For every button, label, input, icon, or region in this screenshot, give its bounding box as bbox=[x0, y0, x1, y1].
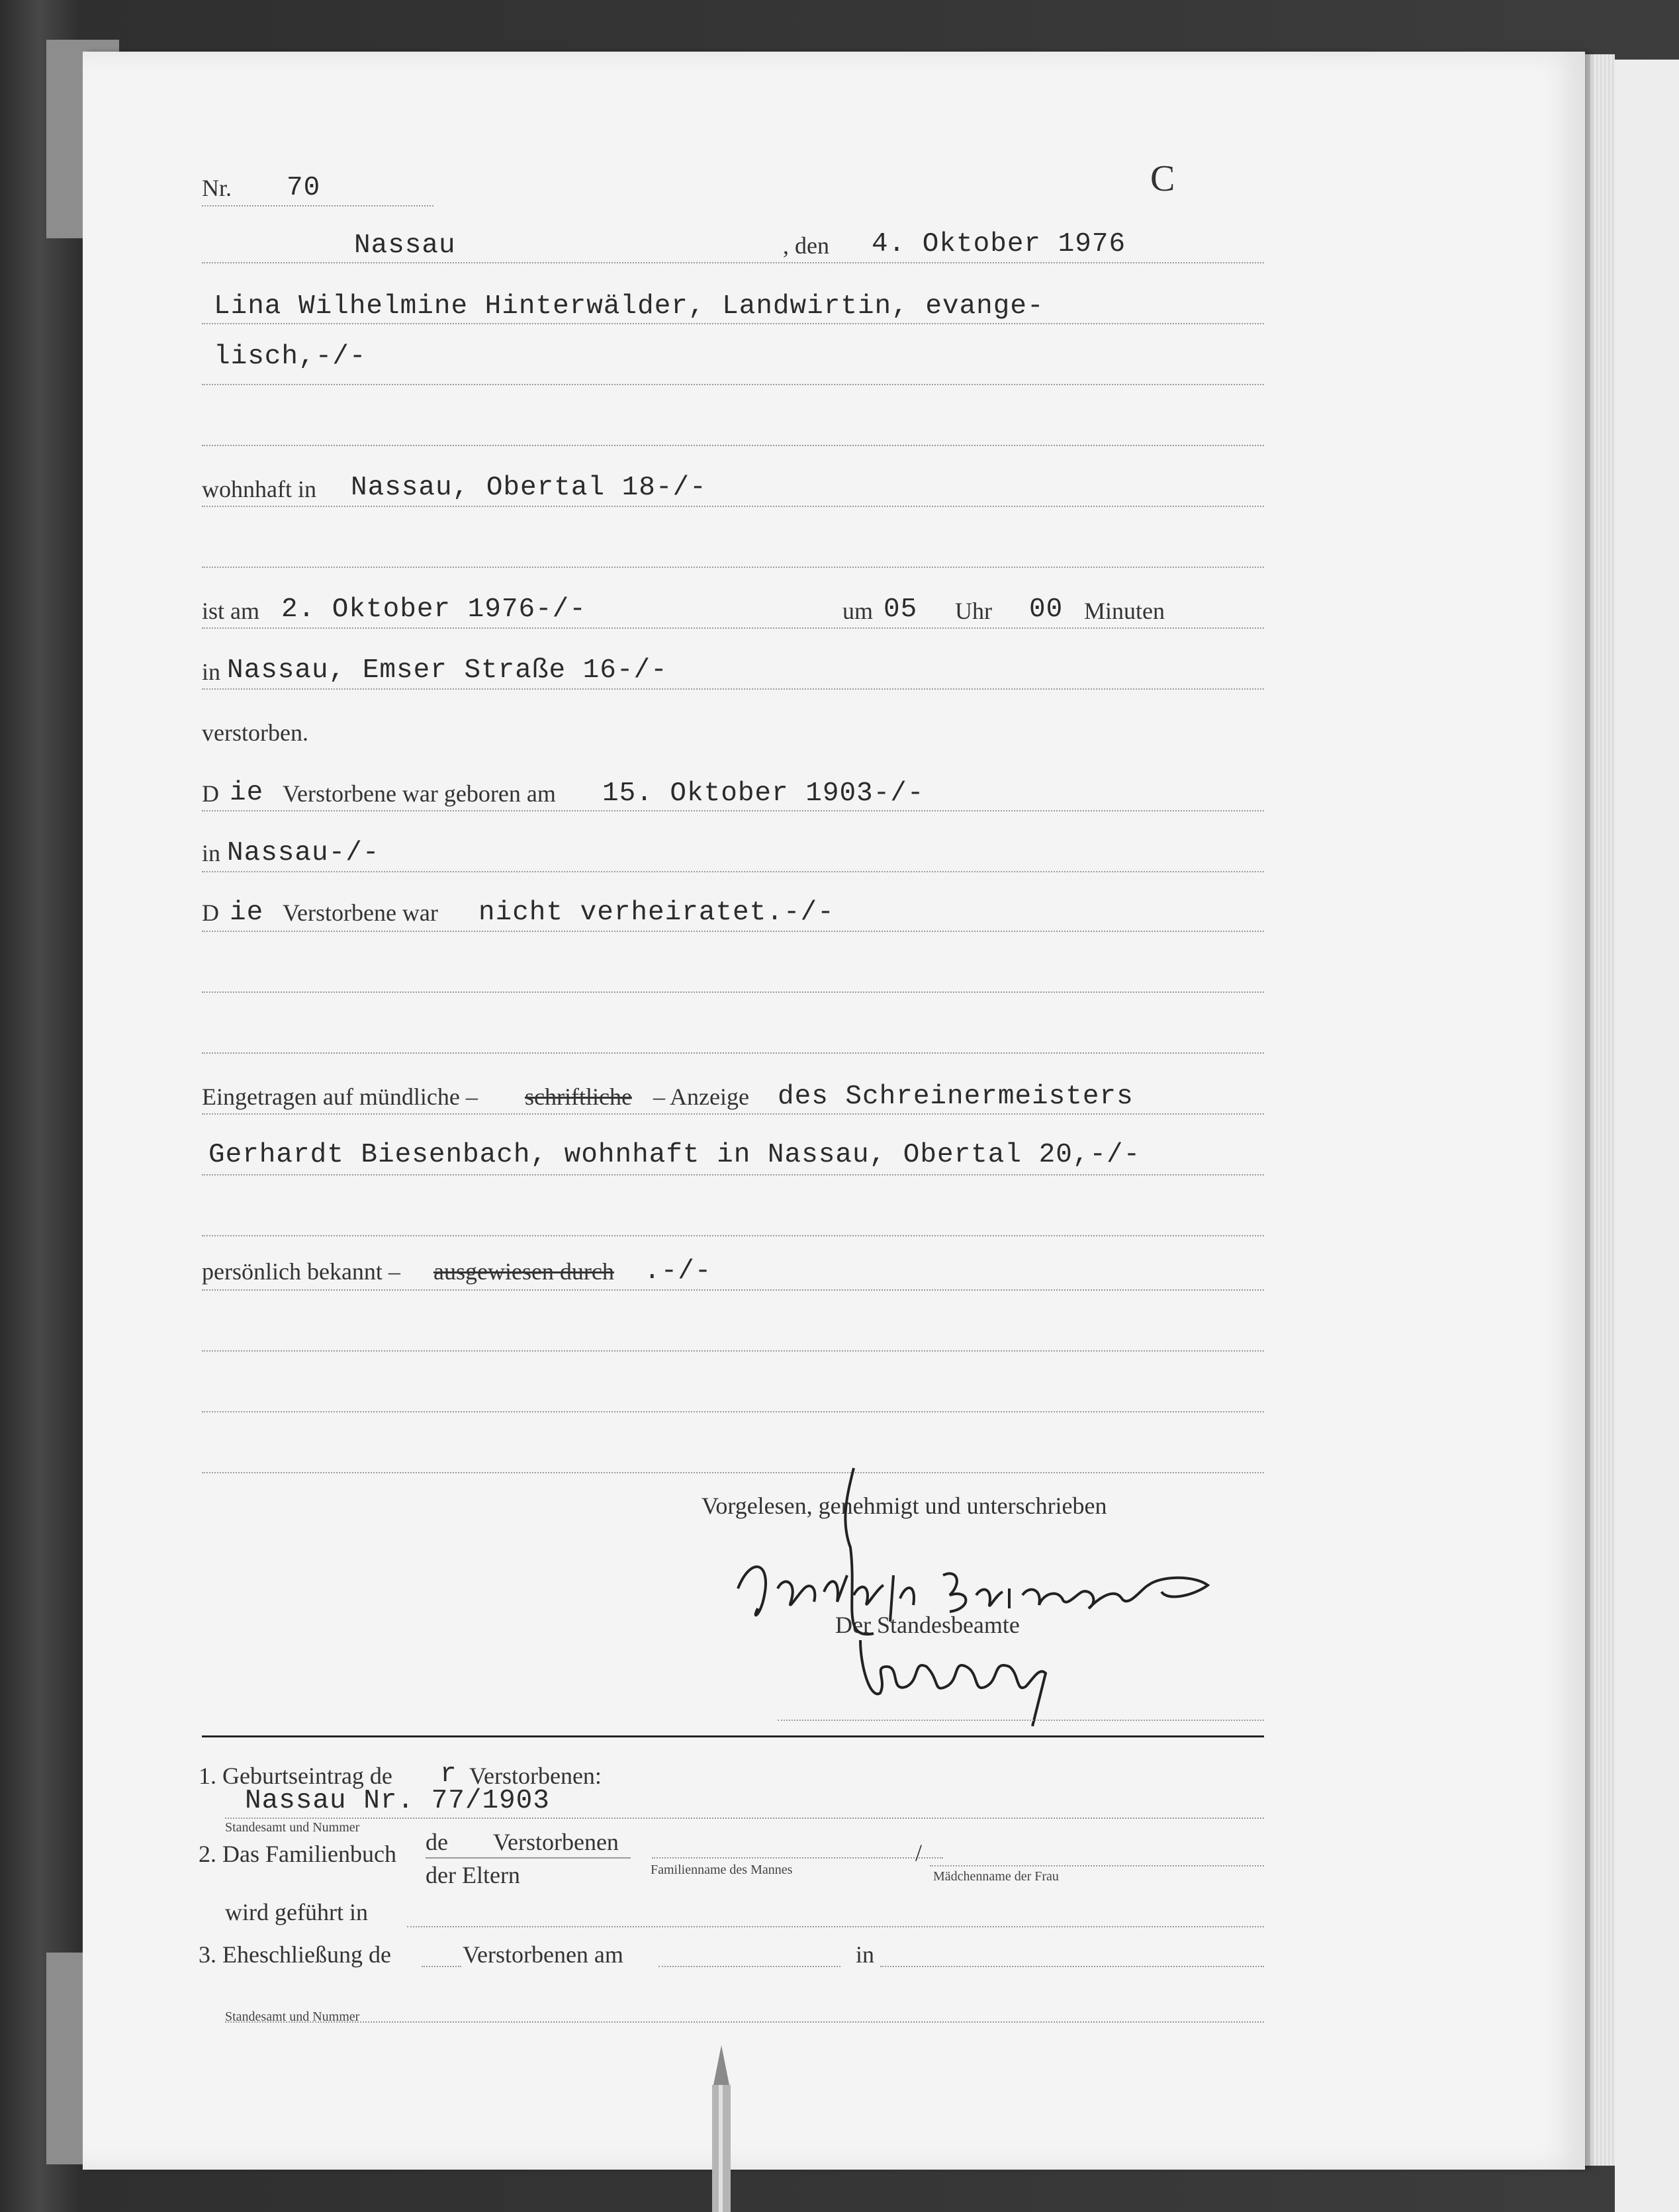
death-place-line bbox=[202, 688, 1264, 690]
registration-line bbox=[202, 1113, 1264, 1115]
name-line-2 bbox=[202, 384, 1264, 385]
blank-line-1 bbox=[202, 1350, 1264, 1352]
item2-kept-line bbox=[407, 1926, 1264, 1927]
death-date: 2. Oktober 1976-/- bbox=[281, 594, 586, 625]
read-approved-label: Vorgelesen, genehmigt und unterschrieben bbox=[702, 1493, 1107, 1519]
marital-line bbox=[202, 931, 1264, 932]
item2-husband-line bbox=[652, 1857, 943, 1859]
item1-value: Nassau Nr. 77/1903 bbox=[245, 1786, 550, 1816]
birth-place: Nassau-/- bbox=[227, 838, 380, 868]
registrar-label: Der Standesbeamte bbox=[835, 1612, 1020, 1638]
death-hour: 05 bbox=[884, 594, 918, 625]
known-value: .-/- bbox=[644, 1256, 712, 1287]
item2-caption-wife: Mädchenname der Frau bbox=[933, 1869, 1059, 1884]
registrar-signature bbox=[834, 1468, 1178, 1812]
death-date-label: ist am bbox=[202, 598, 259, 624]
register-page bbox=[83, 52, 1585, 2170]
item3-mid: Verstorbenen am bbox=[463, 1941, 623, 1968]
birth-place-line bbox=[202, 871, 1264, 872]
death-minutes: 00 bbox=[1029, 594, 1064, 625]
informant-line-2 bbox=[202, 1235, 1264, 1236]
nr-label: Nr. bbox=[202, 175, 232, 201]
item1-line bbox=[225, 1818, 1264, 1819]
blank-line-2 bbox=[202, 1411, 1264, 1412]
marital-d-suffix: ie bbox=[230, 898, 264, 928]
item2-opt1-line bbox=[426, 1857, 631, 1859]
item3-in: in bbox=[856, 1941, 875, 1968]
informant-line2: Gerhardt Biesenbach, wohnhaft in Nassau, Obertal 20,-/- bbox=[208, 1140, 1141, 1170]
nr-line bbox=[202, 205, 433, 207]
pen-object bbox=[682, 2045, 761, 2212]
residence-value: Nassau, Obertal 18-/- bbox=[351, 473, 707, 503]
corner-mark: C bbox=[1150, 158, 1175, 199]
birth-label: Verstorbene war geboren am bbox=[283, 780, 556, 807]
registration-label-start: Eingetragen auf mündliche – bbox=[202, 1083, 478, 1110]
footer-divider bbox=[202, 1735, 1264, 1737]
birth-in-label: in bbox=[202, 840, 221, 866]
death-place: Nassau, Emser Straße 16-/- bbox=[227, 655, 668, 686]
death-in-label: in bbox=[202, 659, 221, 685]
residence-label: wohnhaft in bbox=[202, 476, 316, 502]
item1-label-b: Verstorbenen: bbox=[469, 1763, 602, 1789]
marital-line-2 bbox=[202, 991, 1264, 993]
registration-label-end: – Anzeige bbox=[653, 1083, 749, 1110]
item2-wife-line bbox=[930, 1865, 1264, 1866]
item2-caption-husband: Familienname des Mannes bbox=[651, 1863, 793, 1877]
birth-d-prefix: D bbox=[202, 780, 219, 807]
birth-date-line bbox=[202, 810, 1264, 811]
item1-label-a: 1. Geburtseintrag de bbox=[199, 1763, 392, 1789]
known-line bbox=[202, 1289, 1264, 1291]
item2-opt1: Verstorbenen bbox=[493, 1829, 619, 1855]
item2-opt2: der Eltern bbox=[426, 1862, 520, 1888]
informant-line1: des Schreinermeisters bbox=[778, 1082, 1134, 1112]
item3-caption: Standesamt und Nummer bbox=[225, 2009, 360, 2024]
item3-label: 3. Eheschließung de bbox=[199, 1941, 391, 1968]
residence-line bbox=[202, 506, 1264, 507]
marital-line-3 bbox=[202, 1052, 1264, 1054]
item3-date-line bbox=[658, 1966, 840, 1967]
marital-status: nicht verheiratet.-/- bbox=[478, 898, 835, 928]
um-label: um bbox=[842, 598, 874, 624]
place-value: Nassau bbox=[354, 230, 456, 261]
next-page bbox=[1615, 60, 1679, 2212]
known-label: persönlich bekannt – bbox=[202, 1258, 400, 1285]
deceased-name-line2: lisch,-/- bbox=[214, 342, 367, 372]
death-date-line bbox=[202, 627, 1264, 629]
name-line-1 bbox=[202, 323, 1264, 324]
marital-d-prefix: D bbox=[202, 899, 219, 926]
item2-label: 2. Das Familienbuch bbox=[199, 1841, 396, 1867]
nr-value: 70 bbox=[287, 173, 321, 203]
item2-de: de bbox=[426, 1829, 448, 1855]
place-line bbox=[202, 262, 1264, 263]
item2-kept-label: wird geführt in bbox=[225, 1899, 368, 1925]
marital-label: Verstorbene war bbox=[283, 899, 438, 926]
item3-line-2 bbox=[225, 2021, 1264, 2023]
birth-date: 15. Oktober 1903-/- bbox=[602, 778, 925, 809]
birth-d-suffix: ie bbox=[230, 778, 264, 808]
registration-struck: schriftliche bbox=[525, 1083, 632, 1110]
den-label: , den bbox=[783, 232, 829, 259]
uhr-label: Uhr bbox=[955, 598, 992, 624]
verstorben-label: verstorben. bbox=[202, 719, 308, 746]
signature-line bbox=[778, 1720, 1264, 1721]
residence-line-2 bbox=[202, 567, 1264, 568]
deceased-name-line1: Lina Wilhelmine Hinterwälder, Landwirtin, evange- bbox=[214, 291, 1044, 322]
minuten-label: Minuten bbox=[1084, 598, 1165, 624]
known-struck: ausgewiesen durch bbox=[433, 1258, 614, 1285]
item1-fill: r bbox=[440, 1759, 457, 1790]
item2-slash: / bbox=[915, 1839, 923, 1866]
item3-de-line bbox=[422, 1966, 461, 1967]
informant-line bbox=[202, 1174, 1264, 1175]
item1-caption: Standesamt und Nummer bbox=[225, 1820, 360, 1835]
item3-place-line bbox=[880, 1966, 1264, 1967]
name-line-3 bbox=[202, 445, 1264, 446]
entry-date: 4. Oktober 1976 bbox=[872, 229, 1126, 259]
